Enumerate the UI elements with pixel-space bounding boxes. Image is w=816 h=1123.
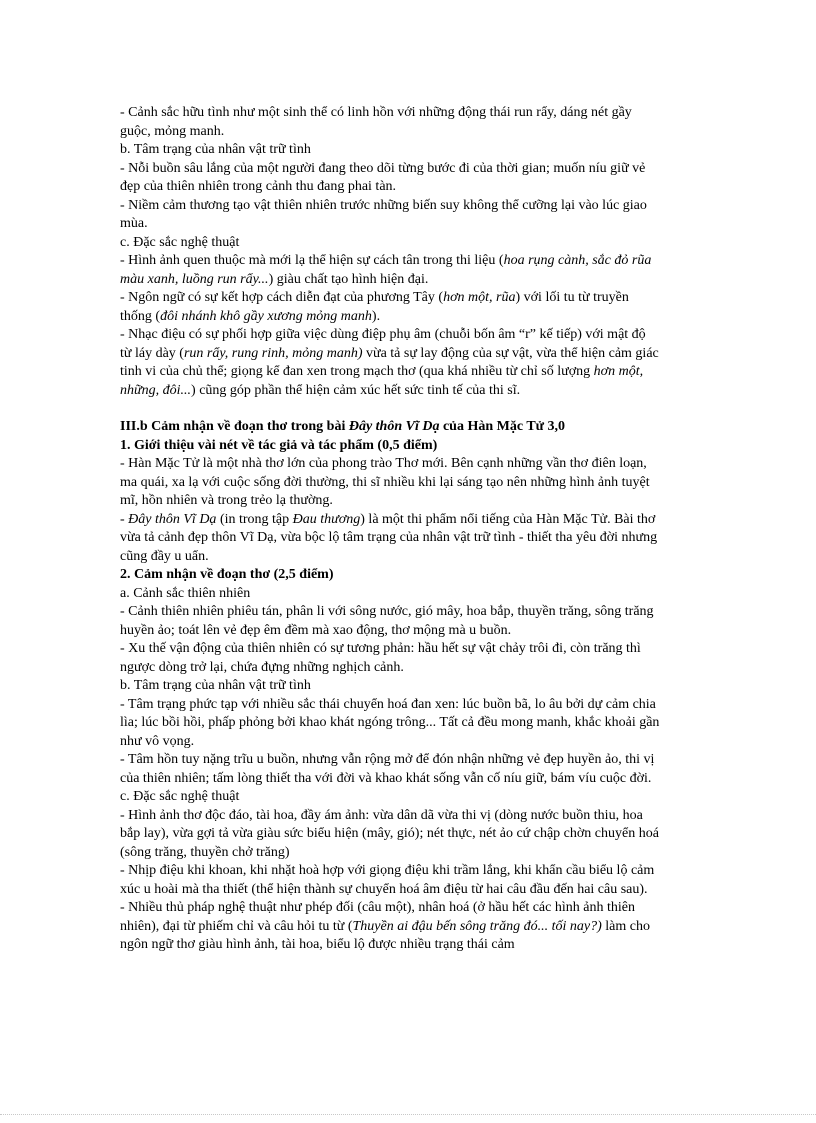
spacer bbox=[120, 400, 660, 418]
page-bottom-border bbox=[0, 1114, 816, 1115]
paragraph: - Tâm trạng phức tạp với nhiều sắc thái chuyển hoá đan xen: lúc buồn bã, lo âu bởi dự cảm chia lìa; lúc bồi hồi, phấp phỏng bởi khao khát ngóng trông... Tất cả đều mong manh, khắc khoải gần như vô vọng. bbox=[120, 696, 660, 749]
paragraph bbox=[120, 899, 660, 955]
text: làm cho ngôn ngữ thơ giàu hình ảnh, tài hoa, biểu lộ được nhiều trạng thái cảm bbox=[120, 918, 650, 952]
subheading-c: c. Đặc sắc nghệ thuật bbox=[120, 789, 240, 804]
italic-text: hơn một, những, đôi... bbox=[120, 364, 644, 398]
subheading-b: b. Tâm trạng của nhân vật trữ tình bbox=[120, 678, 311, 693]
paragraph bbox=[120, 252, 660, 289]
italic-text: hơn một, rũa bbox=[443, 290, 516, 305]
italic-text: - Đây thôn Vĩ Dạ bbox=[120, 511, 217, 527]
italic-text: Đây thôn Vĩ Dạ bbox=[348, 419, 440, 434]
paragraph: - Cảnh sắc hữu tình như một sinh thể có linh hồn với những động thái run rẩy, dáng nét gầy guộc, mỏng manh. bbox=[120, 105, 632, 139]
italic-text: run rẩy, rung rinh, mỏng manh) bbox=[183, 345, 363, 361]
italic-text: đôi nhánh khô gầy xương mỏng manh bbox=[160, 308, 372, 324]
paragraph: - Niềm cảm thương tạo vật thiên nhiên trước những biến suy không thể cưỡng lại vào lúc giao mùa. bbox=[120, 197, 647, 231]
paragraph bbox=[120, 289, 660, 326]
paragraph: - Nỗi buồn sâu lắng của một người đang theo dõi từng bước đi của thời gian; muốn níu giữ vẻ đẹp của thiên nhiên trong cảnh thu đang phai tàn. bbox=[120, 160, 646, 194]
text: (in trong tập bbox=[216, 511, 293, 527]
text: - Nhiều thủ pháp nghệ thuật như phép đối (câu một), nhân hoá (ở hầu hết các hình ảnh thiên nhiên), đại từ phiếm chỉ và câu hỏi tu từ ( bbox=[120, 900, 635, 934]
paragraph: - Hàn Mặc Tử là một nhà thơ lớn của phong trào Thơ mới. Bên cạnh những vần thơ điên loạn, ma quái, xa lạ với cuộc sống đời thường, thi sĩ nhiều khi lại sáng tạo nên những hình ảnh tuyệt mĩ, hồn nhiên và trong trẻo lạ thường. bbox=[120, 456, 650, 508]
document-page bbox=[120, 104, 660, 955]
italic-text: Thuyền ai đậu bến sông trăng đó... tối nay?) bbox=[352, 918, 602, 934]
text: ). bbox=[371, 308, 381, 324]
text: ) là một thi phẩm nổi tiếng của Hàn Mặc Tử. Bài thơ vừa tả cảnh đẹp thôn Vĩ Dạ, vừa bộc lộ tâm trạng của nhân vật trữ tình - thiết tha yêu đời nhưng cũng đầy u uẩn. bbox=[120, 511, 658, 564]
subheading-c: c. Đặc sắc nghệ thuật bbox=[120, 234, 240, 250]
section-heading-2: 2. Cảm nhận về đoạn thơ (2,5 điểm) bbox=[120, 567, 334, 582]
text: ) với lối tu từ truyền thống ( bbox=[120, 290, 629, 324]
section-title bbox=[120, 418, 660, 437]
text: - Hình ảnh quen thuộc mà mới lạ thể hiện sự cách tân trong thi liệu ( bbox=[120, 253, 504, 268]
paragraph: - Hình ảnh thơ độc đáo, tài hoa, đầy ám ảnh: vừa dân dã vừa thi vị (dòng nước buồn thiu, hoa bắp lay), vừa gợi tả vừa giàu sức biểu hiện (mây, gió); nét thực, nét ảo cứ chập chờn chuyển hoá (sông trăng, thuyền chở trăng) bbox=[120, 807, 659, 860]
paragraph: - Nhịp điệu khi khoan, khi nhặt hoà hợp với giọng điệu khi trầm lắng, khi khẩn cầu biểu lộ cảm xúc u hoài mà tha thiết (thể hiện thành sự chuyển hoá âm điệu từ hai câu đầu đến hai câu sau). bbox=[120, 863, 655, 897]
italic-text: Đau thương bbox=[292, 511, 361, 527]
paragraph: - Cảnh thiên nhiên phiêu tán, phân li với sông nước, gió mây, hoa bắp, thuyền trăng, sông trăng huyền ảo; toát lên vẻ đẹp êm đềm mà xao động, thơ mộng mà u buồn. bbox=[120, 604, 654, 638]
text: của Hàn Mặc Tử 3,0 bbox=[439, 419, 566, 434]
subheading-b: b. Tâm trạng của nhân vật trữ tình bbox=[120, 142, 311, 157]
text: vừa tả sự lay động của sự vật, vừa thể hiện cảm giác tinh vi của chủ thể; giọng kể đan xen trong mạch thơ (qua khá nhiều từ chỉ số lượng bbox=[120, 345, 659, 379]
subheading-a: a. Cảnh sắc thiên nhiên bbox=[120, 585, 251, 601]
paragraph bbox=[120, 326, 660, 400]
section-heading-1: 1. Giới thiệu vài nét về tác giả và tác phẩm (0,5 điểm) bbox=[120, 437, 438, 453]
paragraph: - Tâm hồn tuy nặng trĩu u buồn, nhưng vẫn rộng mở để đón nhận những vẻ đẹp huyền ảo, thi vị của thiên nhiên; tấm lòng thiết tha với đời và khao khát sống vẫn cố níu giữ, bám víu cuộc đời. bbox=[120, 752, 655, 786]
paragraph: - Xu thế vận động của thiên nhiên có sự tương phản: hầu hết sự vật chảy trôi đi, còn trăng thì ngược dòng trở lại, chứa đựng những nghịch cảnh. bbox=[120, 641, 641, 675]
italic-text: hoa rụng cành, sắc đỏ rũa màu xanh, luồng run rẩy... bbox=[120, 253, 652, 287]
text: ) cũng góp phần thể hiện cảm xúc hết sức tinh tế của thi sĩ. bbox=[191, 382, 521, 398]
text: III.b Cảm nhận về đoạn thơ trong bài bbox=[120, 419, 349, 434]
text: ) giàu chất tạo hình hiện đại. bbox=[268, 271, 429, 287]
paragraph bbox=[120, 511, 660, 567]
text: - Nhạc điệu có sự phối hợp giữa việc dùng điệp phụ âm (chuỗi bốn âm “r” kế tiếp) với mật độ từ láy dày ( bbox=[120, 327, 646, 361]
text: - Ngôn ngữ có sự kết hợp cách diễn đạt của phương Tây ( bbox=[120, 290, 444, 305]
